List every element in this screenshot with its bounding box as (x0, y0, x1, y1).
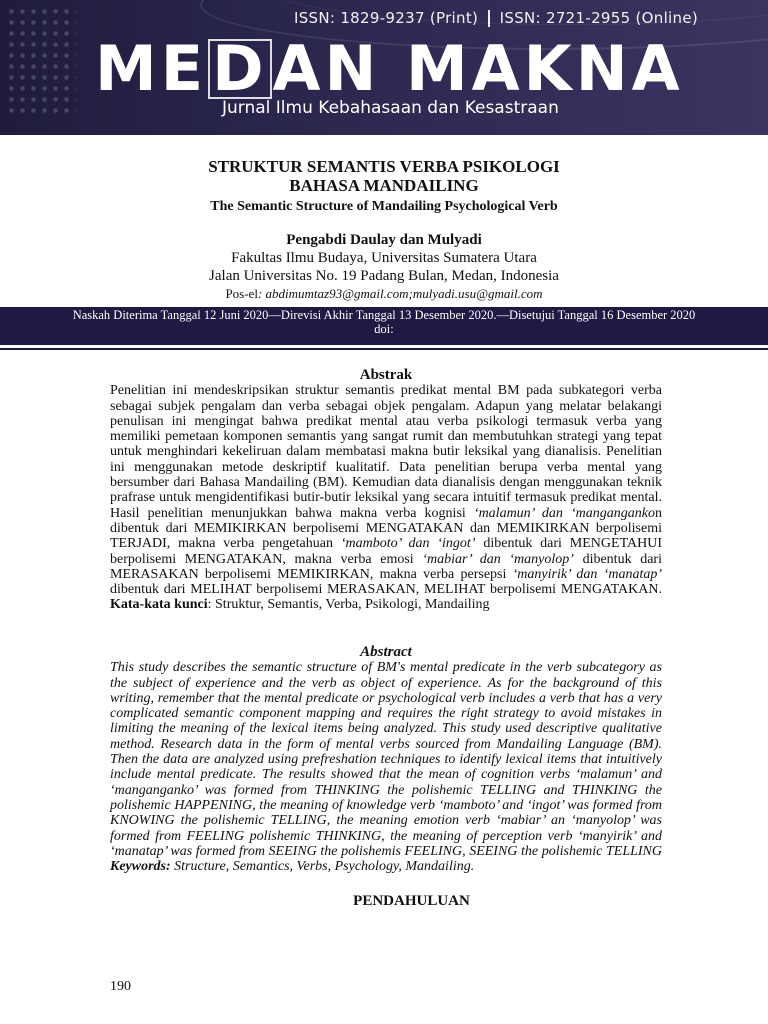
abstrak-keywords-label: Kata-kata kunci (110, 597, 208, 613)
abstract-text-block (110, 660, 662, 874)
masthead-pre: ME (95, 32, 208, 105)
journal-banner (0, 0, 768, 135)
article-authors: Pengabdi Daulay dan Mulyadi (286, 232, 482, 248)
journal-subtitle: Jurnal Ilmu Kebahasaan dan Kesastraan (222, 98, 559, 118)
section-heading-pendahuluan: PENDAHULUAN (353, 893, 470, 909)
doi-label: doi: (374, 322, 394, 336)
article-title-line2: BAHASA MANDAILING (289, 176, 479, 195)
abstrak-text-2: n dibentuk dari MEMIKIRKAN berpolisemi MENGATAKAN dan MEMIKIRKAN berpolisemi TERJADI, makna verba pengetahuan (110, 505, 662, 552)
article-title-line1: STRUKTUR SEMANTIS VERBA PSIKOLOGI (208, 157, 560, 176)
article-title-english: The Semantic Structure of Mandailing Psychological Verb (210, 199, 558, 214)
issn-online: ISSN: 2721-2955 (Online) (499, 9, 698, 27)
abstrak-keywords: : Struktur, Semantis, Verba, Psikologi, Mandailing (207, 597, 490, 613)
issn-print: ISSN: 1829-9237 (Print) (294, 9, 479, 27)
abstrak-heading: Abstrak (359, 367, 413, 383)
article-title (0, 157, 768, 195)
masthead-d-logo: D (208, 39, 271, 99)
abstract-keywords-label: Keywords: (110, 859, 171, 875)
abstrak-italic-2: ‘mamboto’ dan ‘ingot’ (340, 536, 476, 552)
author-address: Jalan Universitas No. 19 Padang Bulan, Medan, Indonesia (209, 268, 559, 284)
email-label: Pos-el (225, 286, 258, 301)
journal-masthead (95, 34, 684, 104)
dot-pattern-decoration (6, 6, 76, 116)
abstract-section (110, 645, 662, 874)
abstract-heading: Abstract (360, 644, 412, 660)
abstrak-italic-4: ‘manyirik’ dan ‘manatap’ (512, 566, 662, 582)
submission-dates: Naskah Diterima Tanggal 12 Juni 2020—Direvisi Akhir Tanggal 13 Desember 2020.—Disetujui Tanggal 16 Desember 2020 (72, 308, 696, 322)
abstract-keywords: Structure, Semantics, Verbs, Psychology, Mandailing. (170, 859, 475, 875)
abstrak-text-4: dibentuk dari MERASAKAN berpolisemi MEMIKIRKAN, makna verba persepsi (110, 551, 662, 582)
author-email (0, 285, 768, 303)
article-header (0, 157, 768, 303)
masthead-post: AN MAKNA (272, 32, 684, 105)
submission-dates-bar (0, 307, 768, 345)
issn-line (294, 9, 698, 27)
abstrak-italic-3: ‘mabiar’ dan ‘manyolop’ (422, 551, 574, 567)
abstrak-text (110, 383, 662, 612)
email-value: : abdimumtaz93@gmail.com;mulyadi.usu@gmail.com (257, 286, 543, 301)
abstrak-text-3: dibentuk dari MENGETAHUI berpolisemi MENGATAKAN, makna verba emosi (110, 536, 662, 567)
abstrak-section (110, 368, 662, 613)
page-number: 190 (110, 979, 131, 994)
abstrak-italic-1: ‘malamun’ dan ‘manganganko (473, 505, 655, 521)
author-affiliation: Fakultas Ilmu Budaya, Universitas Sumatera Utara (231, 250, 537, 266)
issn-separator (488, 10, 490, 27)
abstrak-text-1: Penelitian ini mendeskripsikan struktur semantis predikat mental BM pada subkategori verba sebagai subjek pengalam dan verba sebagai objek pengalam. Adapun yang melatar belakangi penulisan ini mengingat bahwa predikat mental atau verba psikologi termasuk verba yang memiliki pemetaan komponen semantis yang sangat rumit dan membutuhkan strategi yang tepat untuk menghindari kekeliruan dalam membatasi makna butir leksikal yang dianalisis. Penelitian ini menggunakan metode deskriptif kualitatif. Data penelitian berupa verba mental yang bersumber dari Bahasa Mandailing (BM). Kemudian data dianalisis dengan menggunakan teknik prafrase untuk mengidentifikasi butir-butir leksikal yang secara intuitif termasuk predikat mental. Hasil penelitian menunjukkan bahwa makna verba kognisi (110, 383, 662, 521)
abstrak-text-5: dibentuk dari MELIHAT berpolisemi MERASAKAN, MELIHAT berpolisemi MENGATAKAN. (110, 582, 662, 598)
divider-rule (0, 348, 768, 350)
abstract-text: This study describes the semantic structure of BM's mental predicate in the verb subcategory as the subject of experience and the verb as object of experience. As for the background of this writing, remember that the mental predicate or psychological verb includes a verb that has a very complicated semantic component mapping and requires the right strategy to avoid mistakes in limiting the meaning of the lexical items being analyzed. This study used descriptive qualitative method. Research data in the form of mental verbs sourced from Mandailing Language (BM). Then the data are analyzed using prefreshation techniques to identify lexical items that intuitively include mental predicate. The results showed that the mean of cognition verbs ‘malamun’ and ‘manganganko’ was formed from THINKING the polishemic TELLING and THINKING the polishemic HAPPENING, the meaning of knowledge verb ‘mamboto’ and ‘ingot’ was formed from KNOWING the polishemic TELLING, the meaning emotion verb ‘mabiar’ an ‘manyolop’ was formed from FEELING polishemic THINKING, the meaning of perception verb ‘manyirik’ and ‘manatap’ was formed from SEEING the polishemis FEELING, SEEING the polishemic TELLING (110, 660, 662, 859)
